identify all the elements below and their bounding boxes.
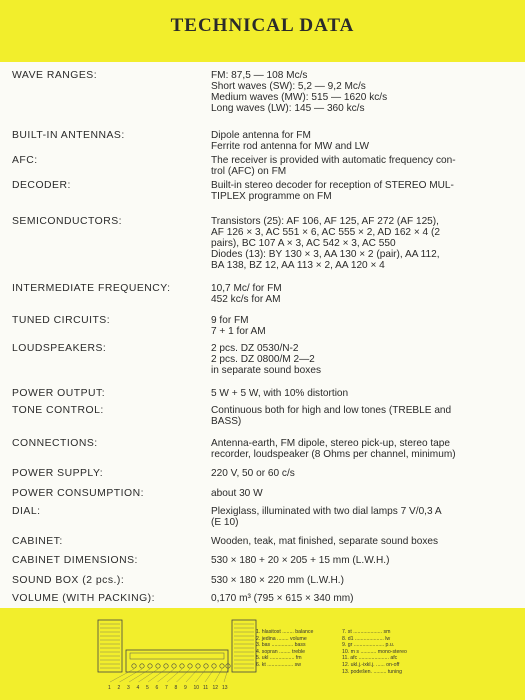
leader-line [215,669,223,682]
spec-value-line: 452 kc/s for AM [211,294,281,305]
leader-line [224,669,228,682]
spec-label: POWER CONSUMPTION: [12,488,144,499]
legend-row [256,629,456,636]
spec-value-line: 7 + 1 for AM [211,326,266,337]
legend-entry: 6. kt .................. sw [256,661,301,668]
receiver-diagram [90,616,260,692]
control-number: 2 [117,685,121,691]
page-title: TECHNICAL DATA [170,15,355,36]
spec-value [211,315,517,337]
spec-value-line: (E 10) [211,517,239,528]
legend-entry: 4. sopran ........ treble [256,648,306,655]
spec-value-line: Plexiglass, illuminated with two dial lamps 7 V/0,3 A [211,506,442,517]
control-number: 1 [108,685,111,691]
spec-value-line: 220 V, 50 or 60 c/s [211,468,295,479]
spec-label: SOUND BOX (2 pcs.): [12,575,125,586]
spec-value [211,438,517,460]
control-knob [220,664,224,668]
leader-line [205,669,214,682]
spec-value-line: FM: 87,5 — 108 Mc/s [211,70,308,81]
spec-value [211,180,517,202]
spec-label: POWER OUTPUT: [12,388,106,399]
legend-row [256,669,456,676]
spec-label: LOUDSPEAKERS: [12,343,107,354]
control-knob [212,664,216,668]
spec-value-line: AF 126 × 3, AC 551 × 6, AC 555 × 2, AD 162 × 4 (2 [211,227,440,238]
spec-value-line: about 30 W [211,488,263,499]
legend-entry: 7. st .................... sm [342,629,391,635]
spec-label: VOLUME (WITH PACKING): [12,593,156,604]
spec-value-line: pairs), BC 107 A × 3, AC 542 × 3, AC 550 [211,238,396,249]
spec-value [211,536,517,547]
spec-label: DECODER: [12,180,71,191]
legend-entry: 9. gr ..................... p.u. [342,642,395,649]
receiver-cabinet [126,650,228,672]
spec-value-line: 2 pcs. DZ 0800/M 2—2 [211,354,315,365]
spec-label: POWER SUPPLY: [12,468,104,479]
legend-entry: 2. jedina ........ volume [256,635,307,642]
spec-value [211,488,517,499]
spec-value-line: Medium waves (MW): 515 — 1620 kc/s [211,92,388,103]
legend-entry: 5. ukl ................. fm [256,655,302,662]
control-number: 4 [136,685,140,691]
control-knob [180,664,184,668]
spec-value-line: BA 138, BZ 12, AA 113 × 2, AA 120 × 4 [211,260,385,271]
spec-value-line: Built-in stereo decoder for reception of STEREO MUL- [211,180,454,191]
control-knob [196,664,200,668]
spec-value-line: 530 × 180 × 220 mm (L.W.H.) [211,575,344,586]
spec-value-line: Dipole antenna for FM [211,130,311,141]
control-legend [256,629,456,675]
spec-label: DIAL: [12,506,41,517]
spec-value-line: Transistors (25): AF 106, AF 125, AF 272 (AF 125), [211,216,439,227]
legend-entry: 12. ukl.j.-ixkl.j. ...... on-off [342,661,400,668]
legend-row [256,642,456,649]
control-number: 9 [184,685,187,691]
legend-entry: 8. d1 .................... lw [342,635,391,642]
legend-entry: 11. afc ..................... afc [342,655,398,662]
spec-value-line: 2 pcs. DZ 0530/N-2 [211,343,299,354]
legend-row [256,662,456,669]
control-number: 11 [203,685,209,691]
control-knob [156,664,160,668]
spec-value [211,555,517,566]
control-knob [140,664,144,668]
spec-label: WAVE RANGES: [12,70,98,81]
spec-value [211,388,517,399]
spec-value-line: 530 × 180 + 20 × 205 + 15 mm (L.W.H.) [211,555,390,566]
spec-value-line: in separate sound boxes [211,365,321,376]
spec-value-line: Ferrite rod antenna for MW and LW [211,141,370,152]
spec-label: SEMICONDUCTORS: [12,216,123,227]
spec-label: CONNECTIONS: [12,438,98,449]
spec-value [211,468,517,479]
spec-value-line: Short waves (SW): 5,2 — 9,2 Mc/s [211,81,366,92]
spec-value-line: 5 W + 5 W, with 10% distortion [211,388,349,399]
legend-row [256,655,456,662]
spec-value-line: 0,170 m³ (795 × 615 × 340 mm) [211,593,354,604]
control-number: 6 [155,685,159,691]
spec-value [211,593,517,604]
spec-value [211,506,517,528]
spec-label: INTERMEDIATE FREQUENCY: [12,283,171,294]
header-band [0,0,525,62]
leader-line [167,669,182,682]
spec-value [211,216,517,271]
control-knob [164,664,168,668]
control-knob [204,664,208,668]
spec-value [211,70,517,114]
legend-entry: 13. podešen. ......... tuning [342,668,402,675]
right-speaker-box [232,620,256,672]
spec-value-line: Antenna-earth, FM dipole, stereo pick-up, stereo tape [211,438,451,449]
leader-line [139,669,159,682]
control-number: 13 [222,685,228,691]
spec-value-line: trol (AFC) on FM [211,166,287,177]
leader-line [148,669,166,682]
legend-entry: 10. m s ........... mono-stereo [342,648,407,655]
legend-row [256,636,456,643]
spec-value-line: 10,7 Mc/ for FM [211,283,282,294]
leader-line [196,669,207,682]
legend-entry: 1. hlasitost ........ balance [256,629,314,635]
control-number: 10 [193,685,200,691]
spec-value [211,575,517,586]
spec-value [211,130,517,152]
leader-line [120,669,143,682]
spec-value-line: The receiver is provided with automatic frequency con- [211,155,456,166]
spec-label: TONE CONTROL: [12,405,104,416]
spec-value [211,155,517,177]
legend-row [256,649,456,656]
control-knob [148,664,152,668]
leader-line [158,669,175,682]
spec-label: CABINET DIMENSIONS: [12,555,138,566]
spec-value-line: Diodes (13): BY 130 × 3, AA 130 × 2 (pair), AA 112, [211,249,440,260]
spec-label: TUNED CIRCUITS: [12,315,111,326]
spec-value-line: Continuous both for high and low tones (TREBLE and [211,405,452,416]
spec-label: CABINET: [12,536,63,547]
control-knob [172,664,176,668]
spec-value-line: 9 for FM [211,315,249,326]
spec-value-line: Wooden, teak, mat finished, separate sound boxes [211,536,439,547]
spec-value-line: recorder, loudspeaker (8 Ohms per channel, minimum) [211,449,456,460]
spec-value-line: TIPLEX programme on FM [211,191,332,202]
spec-value [211,405,517,427]
control-number: 5 [146,685,149,691]
control-knob [188,664,192,668]
spec-value-line: BASS) [211,416,242,427]
control-number: 7 [165,685,168,691]
control-number: 12 [212,685,219,691]
control-number: 8 [174,685,178,691]
leader-line [129,669,150,682]
legend-entry: 3. bas ............... bass [256,642,306,649]
spec-label: AFC: [12,155,38,166]
left-speaker-box [98,620,122,672]
spec-value [211,283,517,305]
spec-value-line: Long waves (LW): 145 — 360 kc/s [211,103,365,114]
spec-value [211,343,517,376]
control-number: 3 [127,685,130,691]
spec-label: BUILT-IN ANTENNAS: [12,130,125,141]
control-knob [132,664,136,668]
